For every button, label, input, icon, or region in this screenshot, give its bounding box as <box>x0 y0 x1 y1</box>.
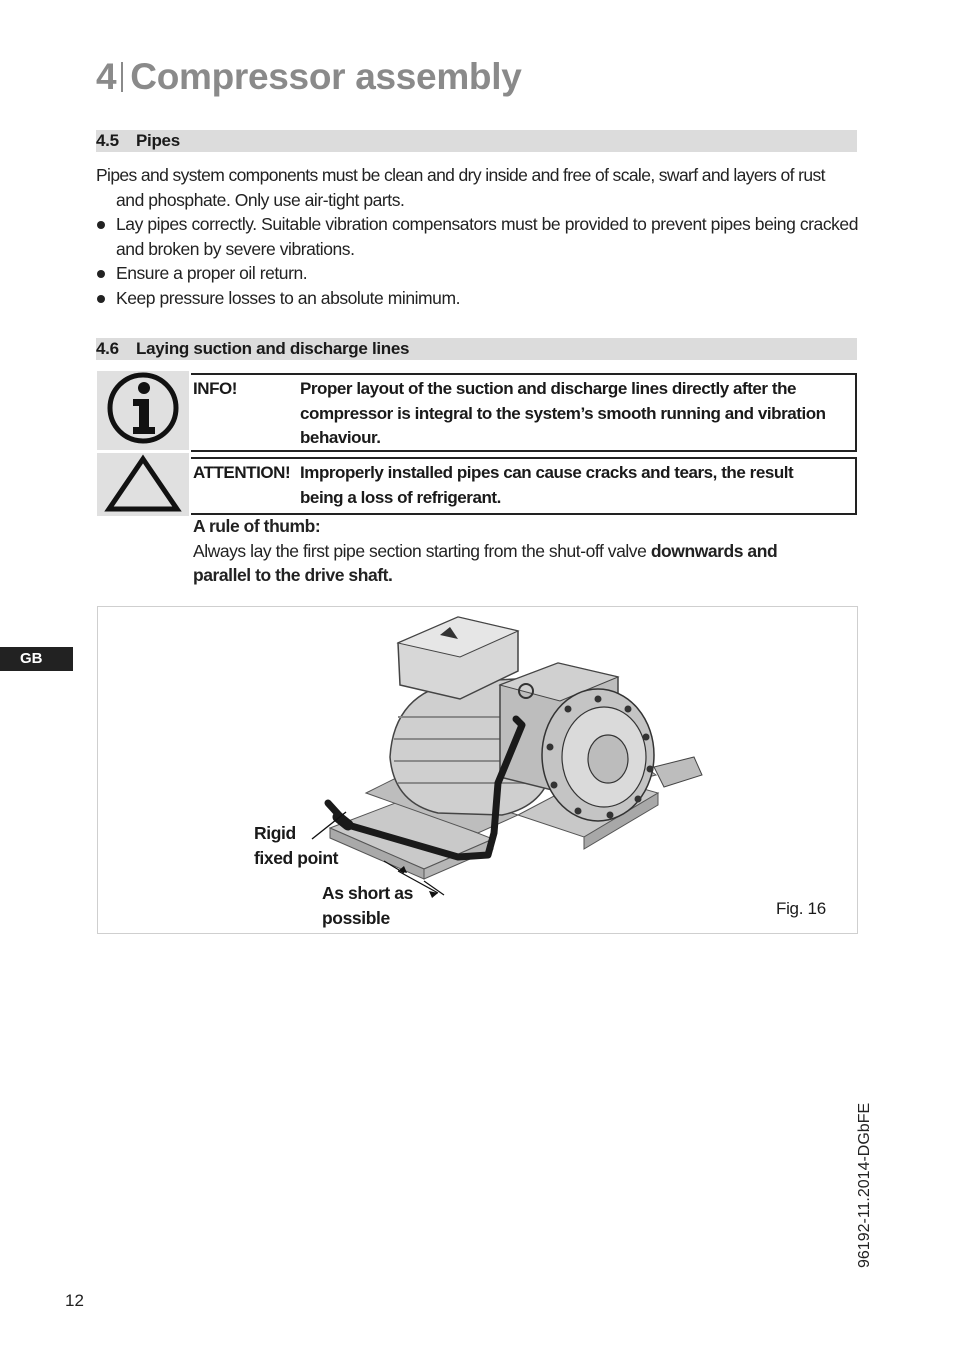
attention-icon-box <box>97 453 189 516</box>
info-label: INFO! <box>193 379 238 398</box>
title-separator <box>121 62 123 92</box>
info-text: Proper layout of the suction and discharge lines directly after the compressor is integral to the system’s smooth running and vibration behaviour. <box>300 379 826 447</box>
bullet-icon <box>97 221 105 229</box>
info-icon-box <box>97 371 189 450</box>
bullet-icon <box>97 295 105 303</box>
rule-text: Always lay the first pipe section starting from the shut-off valve <box>193 540 651 561</box>
rule-of-thumb <box>193 514 813 588</box>
chapter-number: 4 <box>96 56 117 97</box>
figure-caption: Fig. 16 <box>776 899 826 918</box>
attention-text: Improperly installed pipes can cause cracks and tears, the result being a loss of refrigerant. <box>300 463 794 507</box>
list-item: Lay pipes correctly. Suitable vibration compensators must be provided to prevent pipes being cracked and broken by severe vibrations. <box>96 212 858 261</box>
rule-text-bold: downwards and parallel to the drive shaft. <box>193 540 778 586</box>
compressor-illustration <box>98 607 857 933</box>
pipes-intro-line1: Pipes and system components must be clean and dry inside and free of scale, swarf and layers of rust <box>96 165 825 185</box>
language-tab: GB <box>0 647 73 671</box>
info-note-box <box>191 373 857 452</box>
label-as-short-as-possible: As short as possible <box>322 883 413 928</box>
section-number: 4.5 <box>96 131 119 150</box>
label-rigid-fixed-point: Rigid fixed point <box>254 823 339 868</box>
figure-16 <box>97 606 858 934</box>
pipes-intro-paragraph <box>96 163 858 212</box>
attention-note-box <box>191 457 857 515</box>
page-number: 12 <box>65 1291 84 1310</box>
rule-title: A rule of thumb: <box>193 516 321 536</box>
list-item: Ensure a proper oil return. <box>96 261 858 286</box>
list-item: Keep pressure losses to an absolute minimum. <box>96 286 858 311</box>
chapter-title <box>96 56 521 98</box>
section-heading-suction-discharge <box>96 338 857 360</box>
section-number: 4.6 <box>96 339 119 358</box>
chapter-name: Compressor assembly <box>130 56 522 97</box>
section-heading-pipes <box>96 130 857 152</box>
pipes-intro-line2: and phosphate. Only use air-tight parts. <box>116 189 405 210</box>
section-title: Pipes <box>136 131 180 150</box>
section-title: Laying suction and discharge lines <box>136 339 410 358</box>
document-code: 96192-11.2014-DGbFE <box>856 1102 873 1268</box>
attention-label: ATTENTION! <box>193 463 291 482</box>
bullet-icon <box>97 270 105 278</box>
warning-triangle-icon <box>97 453 189 516</box>
pipes-bullet-list <box>96 212 858 310</box>
info-icon <box>97 371 189 450</box>
